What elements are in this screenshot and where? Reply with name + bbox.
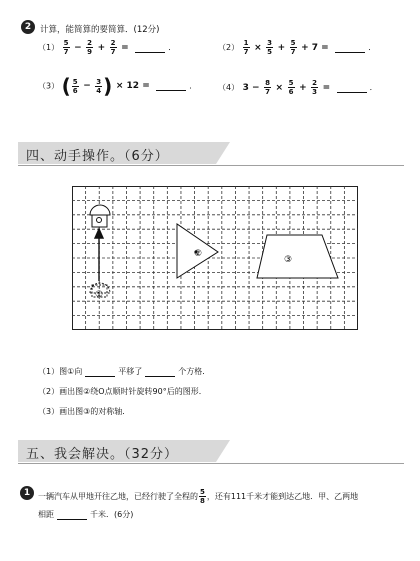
fraction: $\frac{5}{8}$ <box>200 488 205 505</box>
problem-4 <box>218 79 378 96</box>
operator: 3 − <box>242 82 260 93</box>
fraction: $\frac{1}{7}$ <box>243 39 249 56</box>
problem-text: 千米．(6分) <box>90 510 134 519</box>
operator: − <box>83 81 91 91</box>
problem-text: ，还有111千米才能到达乙地．甲、乙两地 <box>206 492 359 501</box>
period: ． <box>368 43 377 52</box>
question-number-badge: 1 <box>20 486 34 500</box>
shape-2-label: ② <box>193 249 203 259</box>
operator: + <box>299 82 307 93</box>
problem-3 <box>38 76 197 96</box>
word-problem-line-1 <box>38 488 358 505</box>
operator: = <box>322 82 331 93</box>
section-header-4 <box>18 142 404 167</box>
operator: − <box>74 42 82 53</box>
task-3: （3）画出图③的对称轴． <box>38 407 131 416</box>
task-2: （2）画出图②绕O点顺时针旋转90°后的图形． <box>38 387 207 396</box>
question-number-badge: 2 <box>21 20 35 34</box>
distance-blank[interactable] <box>145 367 175 377</box>
shape-1 <box>90 205 110 227</box>
period: ． <box>369 83 378 92</box>
fraction: $\frac{2}{3}$ <box>312 79 318 96</box>
fraction: $\frac{5}{7}$ <box>63 39 69 56</box>
fraction: $\frac{8}{7}$ <box>265 79 270 96</box>
fraction: $\frac{5}{6}$ <box>72 77 78 95</box>
period: ． <box>168 43 177 52</box>
answer-blank[interactable] <box>156 81 186 91</box>
problem-1 <box>38 39 176 56</box>
section-title: 四、动手操作。（6分） <box>26 149 169 164</box>
operator: = <box>121 42 129 53</box>
fraction: $\frac{2}{9}$ <box>87 39 93 56</box>
fraction: $\frac{3}{4}$ <box>96 77 102 95</box>
problem-2 <box>218 39 376 56</box>
question-prompt: 计算，能简算的要简算．(12分) <box>40 25 160 35</box>
answer-blank[interactable] <box>57 510 87 520</box>
problem-2-label: （2） <box>218 43 240 52</box>
operator: + 7 = <box>301 42 329 53</box>
fraction: $\frac{5}{6}$ <box>288 79 294 96</box>
paren: ( <box>61 74 71 98</box>
problem-3-label: （3） <box>38 81 60 91</box>
section-title: 五、我会解决。（32分） <box>26 447 179 462</box>
problem-text: 相距 <box>38 510 54 519</box>
task-1-text-a: （1）图①向 <box>38 367 83 376</box>
paren: ) <box>103 74 113 98</box>
fraction: $\frac{3}{5}$ <box>267 39 273 56</box>
grid-figure <box>72 186 358 330</box>
section-header-5 <box>18 440 404 465</box>
direction-blank[interactable] <box>85 367 115 377</box>
shape-3-label: ③ <box>283 255 293 265</box>
answer-blank[interactable] <box>337 83 367 93</box>
fraction: $\frac{5}{7}$ <box>290 39 296 56</box>
fraction: $\frac{2}{7}$ <box>110 39 116 56</box>
operator: + <box>97 42 106 53</box>
answer-blank[interactable] <box>135 43 165 53</box>
task-1 <box>38 366 210 377</box>
operator: × 12 = <box>115 81 150 91</box>
shape-1-label: ① <box>94 290 104 300</box>
problem-4-label: （4） <box>218 83 240 92</box>
problem-text: 一辆汽车从甲地开往乙地，已经行驶了全程的 <box>38 492 198 501</box>
task-1-text-c: 个方格． <box>178 367 211 376</box>
word-problem-line-2 <box>38 509 133 520</box>
answer-blank[interactable] <box>335 43 365 53</box>
operator: × <box>275 82 284 93</box>
problem-1-label: （1） <box>38 43 60 52</box>
operator: × <box>254 42 262 53</box>
task-1-text-b: 平移了 <box>118 367 143 376</box>
period: ． <box>189 81 198 91</box>
operator: + <box>277 42 286 53</box>
